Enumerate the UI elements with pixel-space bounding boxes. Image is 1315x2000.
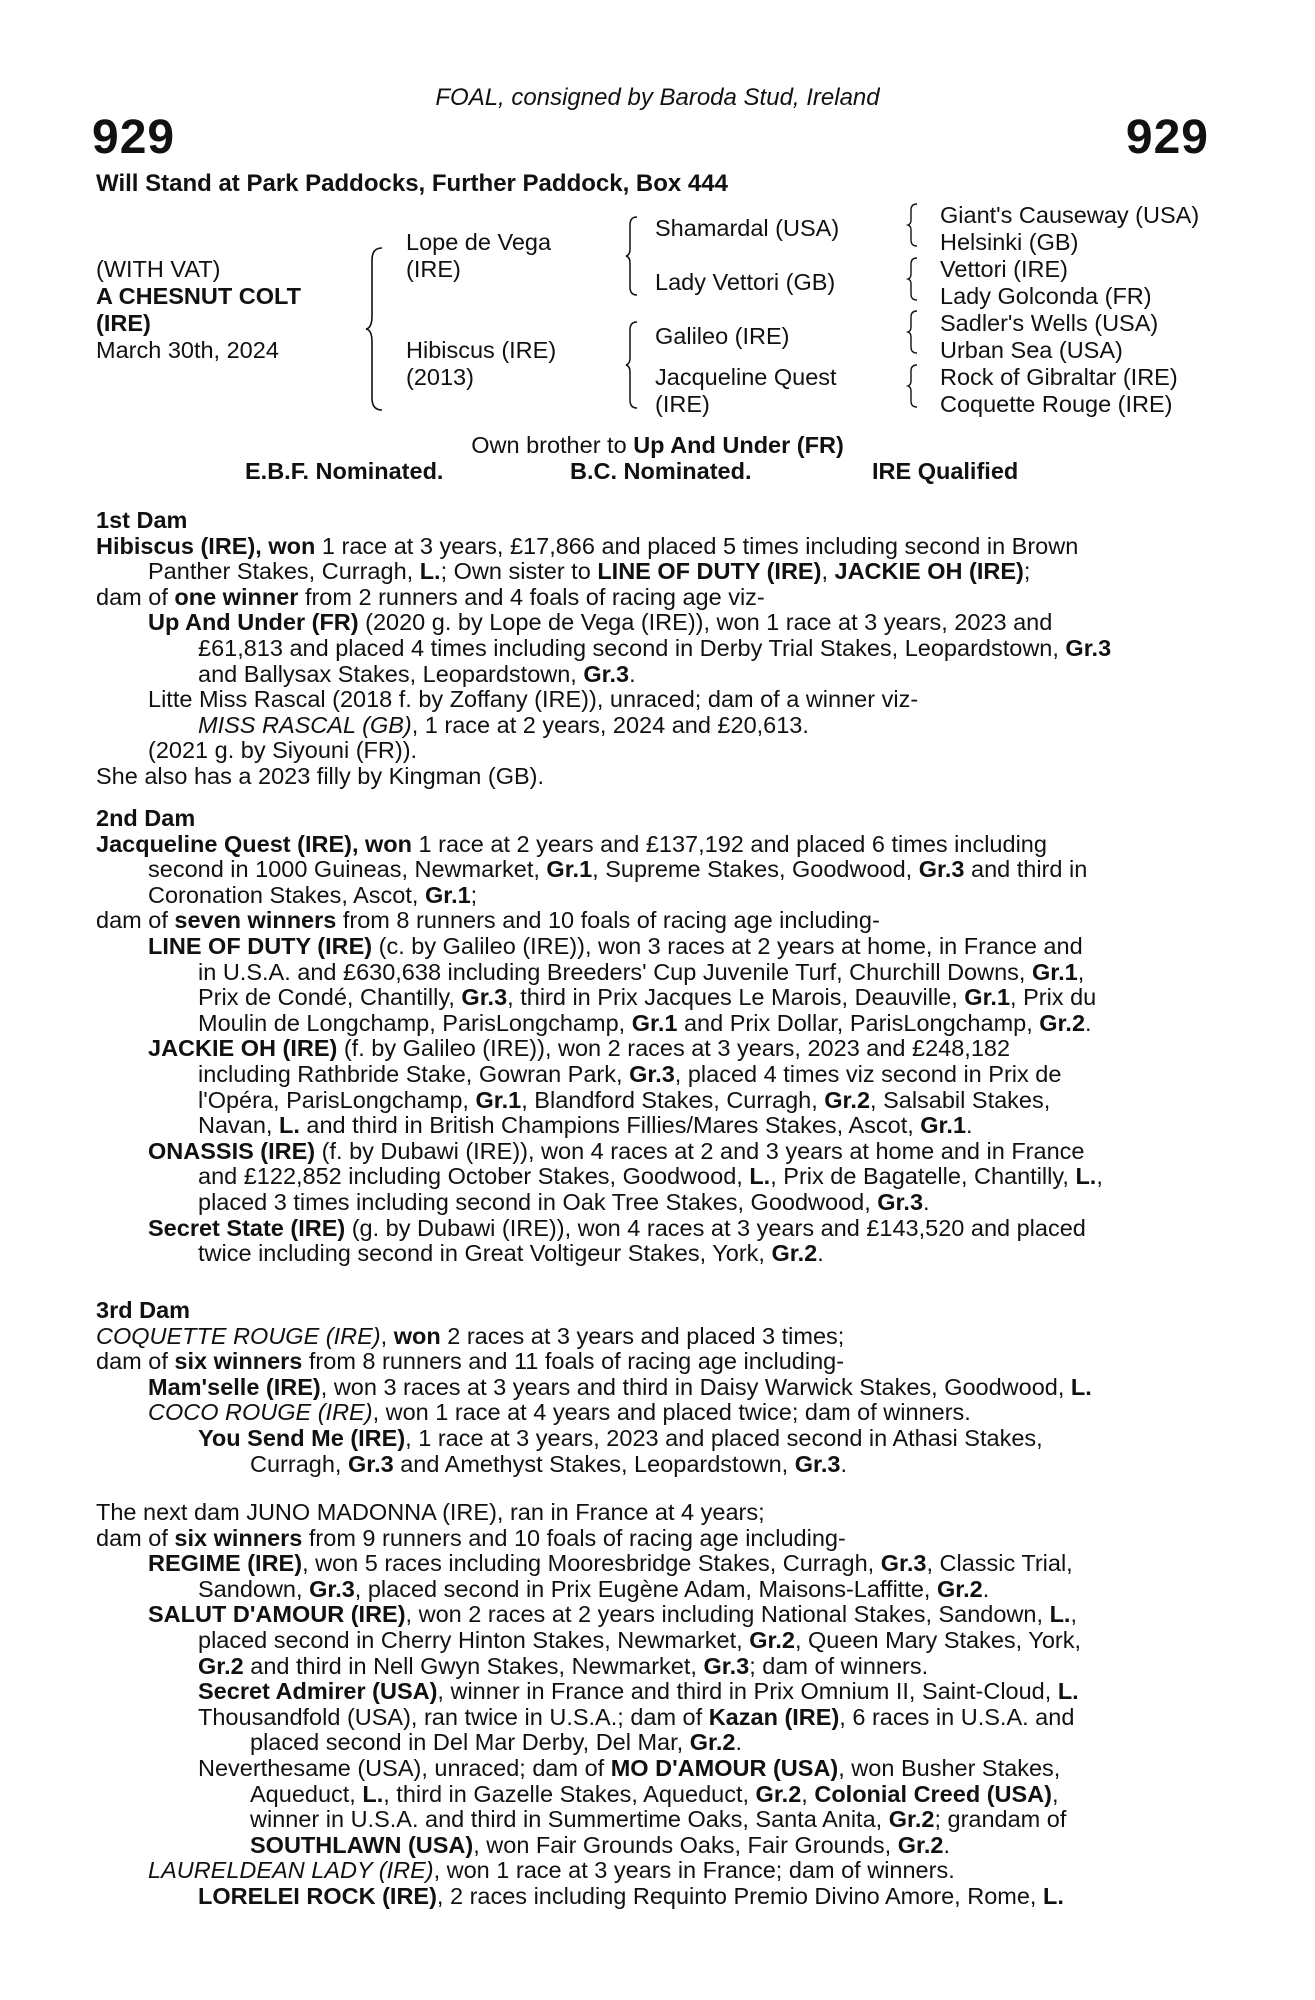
produce-entry-cont: and Ballysax Stakes, Leopardstown, Gr.3. [198,660,636,687]
pedigree-brace-g78 [906,363,920,409]
fourth-dam-section [96,1500,1205,1910]
dam-dam-country: (IRE) [655,391,710,417]
produce-entry-cont: placed 3 times including second in Oak Tree Stakes, Goodwood, Gr.3. [198,1188,930,1215]
second-dam-line: second in 1000 Guineas, Newmarket, Gr.1, Supreme Stakes, Goodwood, Gr.3 and third in [148,856,1088,883]
first-dam-section [96,508,1205,790]
produce-entry-cont: SOUTHLAWN (USA), won Fair Grounds Oaks, Fair Grounds, Gr.2. [250,1831,950,1858]
first-dam-line: dam of one winner from 2 runners and 4 foals of racing age viz- [96,583,765,610]
lot-number-left: 929 [92,111,176,164]
produce-entry-cont: and £122,852 including October Stakes, Goodwood, L., Prix de Bagatelle, Chantilly, L., [198,1163,1103,1190]
second-dam-section [96,806,1205,1267]
second-dam-heading: 2nd Dam [96,805,196,831]
first-dam-line: Hibiscus (IRE), won 1 race at 3 years, £17,866 and placed 5 times including second in Brown [96,532,1079,559]
bc-nominated: B.C. Nominated. [570,458,752,484]
sire-dam: Lady Vettori (GB) [655,269,836,295]
produce-entry-sub: Secret Admirer (USA), winner in France and third in Prix Omnium II, Saint-Cloud, L. [198,1678,1079,1705]
dam-sire: Galileo (IRE) [655,323,790,349]
second-dam-line: dam of seven winners from 8 runners and 10 foals of racing age including- [96,907,880,934]
fourth-dam-line: dam of six winners from 9 runners and 10 foals of racing age including- [96,1524,846,1551]
produce-entry: JACKIE OH (IRE) (f. by Galileo (IRE)), won 2 races at 3 years, 2023 and £248,182 [148,1035,1011,1062]
dam-name: Hibiscus (IRE) [406,337,557,363]
ancestor-1: Giant's Causeway (USA) [940,202,1200,228]
produce-entry: LAURELDEAN LADY (IRE), won 1 race at 3 years in France; dam of winners. [148,1857,955,1884]
horse-name: A CHESNUT COLT [96,283,301,309]
lot-number-right: 929 [1125,111,1209,164]
produce-entry-cont: £61,813 and placed 4 times including second in Derby Trial Stakes, Leopardstown, Gr.3 [198,634,1112,661]
produce-entry: (2021 g. by Siyouni (FR)). [148,737,418,764]
produce-entry-cont: Gr.2 and third in Nell Gwyn Stakes, Newmarket, Gr.3; dam of winners. [198,1652,929,1679]
pedigree-brace-dam [624,320,640,410]
third-dam-line: COQUETTE ROUGE (IRE), won 2 races at 3 years and placed 3 times; [96,1322,845,1349]
produce-entry-cont: including Rathbride Stake, Gowran Park, Gr.3, placed 4 times viz second in Prix de [198,1060,1062,1087]
produce-entry-cont: Sandown, Gr.3, placed second in Prix Eugène Adam, Maisons-Laffitte, Gr.2. [198,1575,990,1602]
produce-entry: COCO ROUGE (IRE), won 1 race at 4 years and placed twice; dam of winners. [148,1399,971,1426]
third-dam-heading: 3rd Dam [96,1297,191,1323]
pedigree-brace-main [364,246,386,412]
dam-year: (2013) [406,364,474,390]
produce-entry-cont: winner in U.S.A. and third in Summertime Oaks, Santa Anita, Gr.2; grandam of [250,1806,1067,1833]
ancestor-7: Rock of Gibraltar (IRE) [940,364,1178,390]
horse-country: (IRE) [96,310,151,336]
produce-entry: REGIME (IRE), won 5 races including Mooresbridge Stakes, Curragh, Gr.3, Classic Trial, [148,1550,1073,1577]
produce-entry-cont: Moulin de Longchamp, ParisLongchamp, Gr.1 and Prix Dollar, ParisLongchamp, Gr.2. [198,1009,1092,1036]
produce-entry: Mam'selle (IRE), won 3 races at 3 years and third in Daisy Warwick Stakes, Goodwood, L. [148,1373,1092,1400]
ancestor-8: Coquette Rouge (IRE) [940,391,1173,417]
first-dam-heading: 1st Dam [96,507,188,533]
produce-entry-cont: Aqueduct, L., third in Gazelle Stakes, Aqueduct, Gr.2, Colonial Creed (USA), [250,1780,1059,1807]
ancestor-5: Sadler's Wells (USA) [940,310,1159,336]
produce-entry: ONASSIS (IRE) (f. by Dubawi (IRE)), won 4 races at 2 and 3 years at home and in France [148,1137,1085,1164]
produce-entry: Secret State (IRE) (g. by Dubawi (IRE)), won 4 races at 3 years and £143,520 and placed [148,1214,1086,1241]
first-dam-line: She also has a 2023 filly by Kingman (GB). [96,762,545,789]
own-brother-note: Own brother to Up And Under (FR) [471,432,844,458]
produce-entry-cont: Prix de Condé, Chantilly, Gr.3, third in Prix Jacques Le Marois, Deauville, Gr.1, Prix du [198,984,1097,1011]
sire-sire: Shamardal (USA) [655,215,840,241]
third-dam-line: dam of six winners from 8 runners and 11 foals of racing age including- [96,1348,845,1375]
pedigree-brace-g12 [906,202,920,248]
produce-entry-cont: Navan, L. and third in British Champions Fillies/Mares Stakes, Ascot, Gr.1. [198,1112,973,1139]
produce-entry-cont: twice including second in Great Voltigeur Stakes, York, Gr.2. [198,1240,824,1267]
dam-dam: Jacqueline Quest [655,364,837,390]
third-dam-section [96,1298,1205,1477]
second-dam-line: Jacqueline Quest (IRE), won 1 race at 2 years and £137,192 and placed 6 times including [96,830,1047,857]
ancestor-2: Helsinki (GB) [940,229,1079,255]
produce-entry-sub: Neverthesame (USA), unraced; dam of MO D'AMOUR (USA), won Busher Stakes, [198,1754,1061,1781]
sire-name: Lope de Vega [406,229,552,255]
sire-country: (IRE) [406,256,461,282]
ancestor-3: Vettori (IRE) [940,256,1068,282]
second-dam-line: Coronation Stakes, Ascot, Gr.1; [148,881,478,908]
pedigree-brace-g34 [906,256,920,302]
consignor-line: FOAL, consigned by Baroda Stud, Ireland [435,84,880,111]
produce-entry: SALUT D'AMOUR (IRE), won 2 races at 2 years including National Stakes, Sandown, L., [148,1601,1077,1628]
produce-entry-cont: MISS RASCAL (GB), 1 race at 2 years, 2024 and £20,613. [198,711,809,738]
produce-entry-sub: Thousandfold (USA), ran twice in U.S.A.; dam of Kazan (IRE), 6 races in U.S.A. and [198,1703,1075,1730]
ebf-nominated: E.B.F. Nominated. [245,458,444,484]
first-dam-line: Panther Stakes, Curragh, L.; Own sister to LINE OF DUTY (IRE), JACKIE OH (IRE); [148,558,1031,585]
produce-entry: Litte Miss Rascal (2018 f. by Zoffany (IRE)), unraced; dam of a winner viz- [148,686,919,713]
vat-note: (WITH VAT) [96,256,221,282]
produce-entry: LINE OF DUTY (IRE) (c. by Galileo (IRE)), won 3 races at 2 years at home, in France and [148,932,1083,959]
produce-entry-cont: l'Opéra, ParisLongchamp, Gr.1, Blandford Stakes, Curragh, Gr.2, Salsabil Stakes, [198,1086,1051,1113]
produce-entry-sub: You Send Me (IRE), 1 race at 3 years, 2023 and placed second in Athasi Stakes, [198,1424,1043,1451]
stand-location: Will Stand at Park Paddocks, Further Paddock, Box 444 [96,170,728,197]
ancestor-6: Urban Sea (USA) [940,337,1123,363]
produce-entry-sub: LORELEI ROCK (IRE), 2 races including Requinto Premio Divino Amore, Rome, L. [198,1882,1064,1909]
produce-entry-cont: in U.S.A. and £630,638 including Breeders' Cup Juvenile Turf, Churchill Downs, Gr.1, [198,958,1085,985]
produce-entry-cont: placed second in Cherry Hinton Stakes, Newmarket, Gr.2, Queen Mary Stakes, York, [198,1626,1081,1653]
produce-entry: Up And Under (FR) (2020 g. by Lope de Vega (IRE)), won 1 race at 3 years, 2023 and [148,609,1053,636]
produce-entry-cont: Curragh, Gr.3 and Amethyst Stakes, Leopardstown, Gr.3. [250,1450,848,1477]
produce-entry-cont: placed second in Del Mar Derby, Del Mar, Gr.2. [250,1729,742,1756]
ancestor-4: Lady Golconda (FR) [940,283,1152,309]
foaled-date: March 30th, 2024 [96,337,279,363]
pedigree-brace-sire [624,215,640,297]
fourth-dam-line: The next dam JUNO MADONNA (IRE), ran in France at 4 years; [96,1499,765,1525]
pedigree-brace-g56 [906,309,920,355]
ire-qualified: IRE Qualified [872,458,1019,484]
